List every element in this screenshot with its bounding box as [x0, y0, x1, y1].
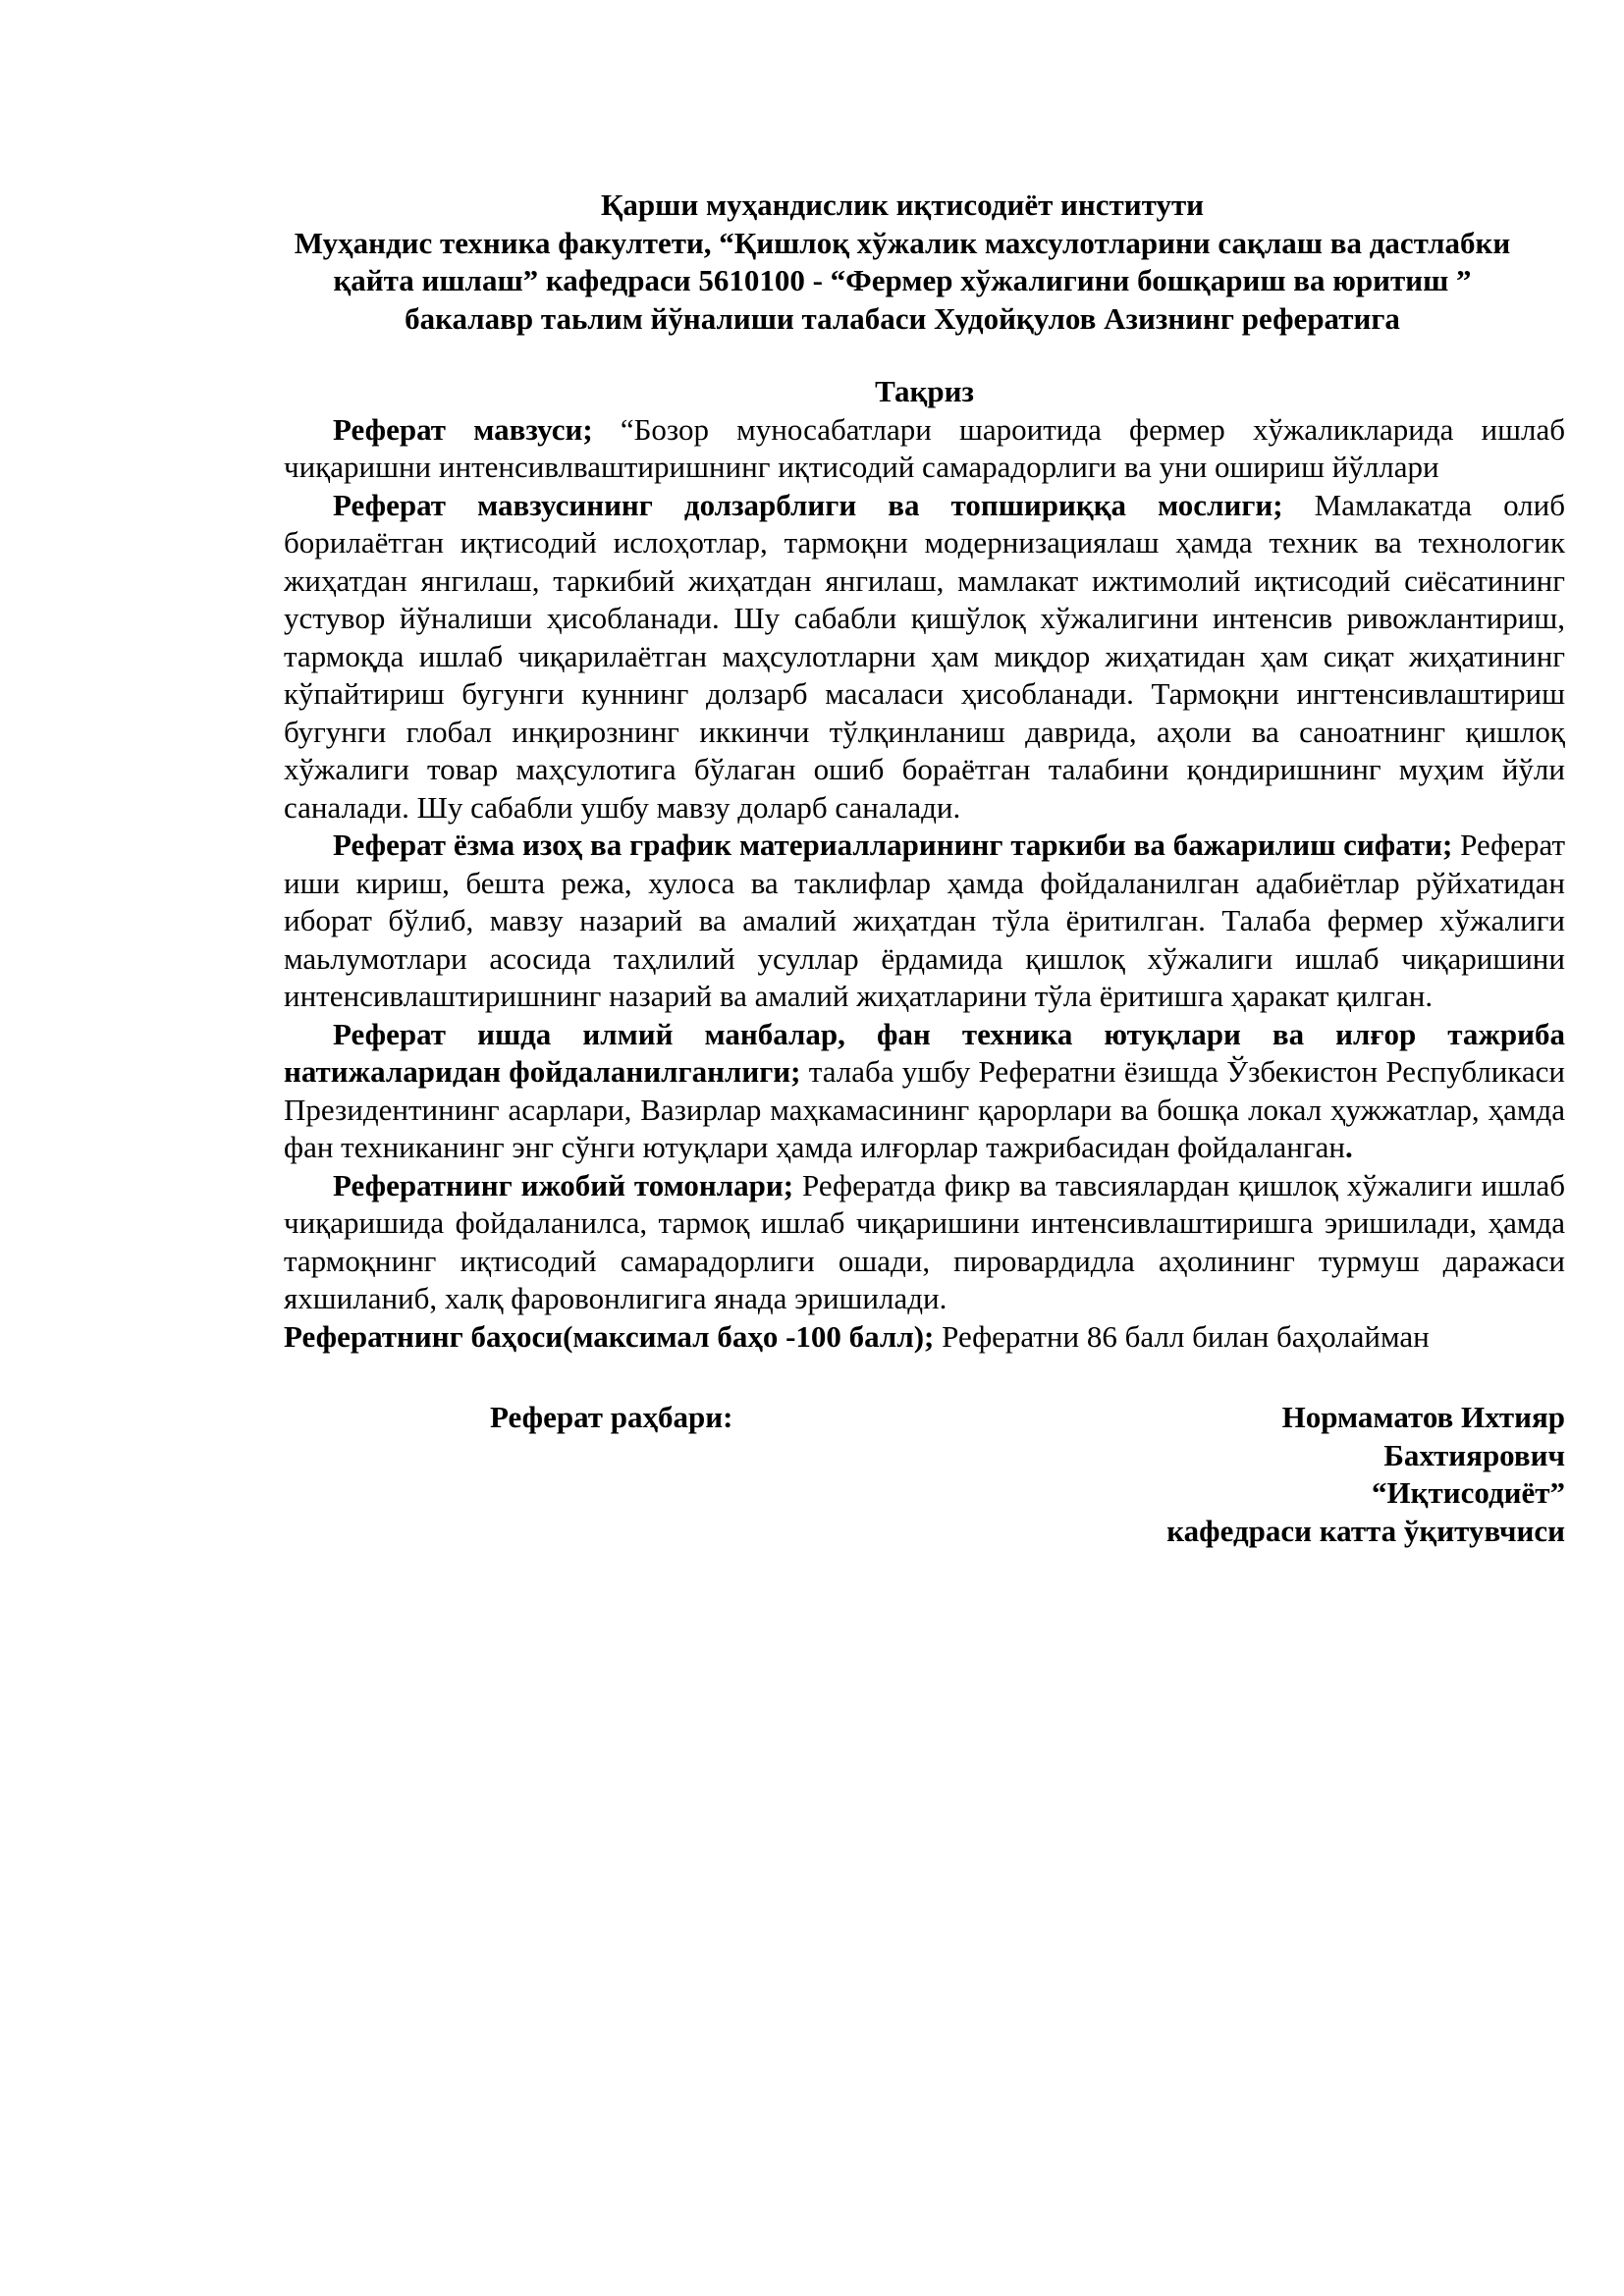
supervisor-details: [1166, 1399, 1565, 1550]
section-tail: .: [1344, 1130, 1353, 1164]
section-label: Реферат ишда илмий манбалар, фан техника ютуқлари ва илғор тажриба натижаларидан фойдаланилганлиги;: [284, 1016, 1565, 1089]
section-text: Реферат иши кириш, бешта режа, хулоса ва таклифлар ҳамда фойдаланилган адабиётлар рўйхатидан иборат бўлиб, мавзу назарий ва амалий жиҳатдан тўла ёритилган. Талаба фермер хўжалиги маьлумотлари асосида таҳлилий усуллар ёрдамида қишлоқ хўжалиги ишлаб чиқаришини интенсивлаштиришнинг назарий ва амалий жиҳатларини тўла ёритишга ҳаракат қилган.: [284, 828, 1565, 1013]
header-line-institute: Қарши муҳандислик иқтисодиёт институти: [600, 187, 1205, 222]
section-positives: [284, 1167, 1565, 1318]
header-line-student: бакалавр таьлим йўналиши талабаси Худойқулов Азизнинг рефератига: [405, 300, 1400, 336]
section-label: Рефератнинг ижобий томонлари;: [333, 1167, 794, 1202]
document-header: [225, 187, 1580, 338]
section-relevance: [284, 487, 1565, 828]
section-materials: [284, 827, 1565, 1016]
supervisor-name: Нормаматов Ихтияр: [1281, 1400, 1565, 1434]
section-sources: [284, 1016, 1565, 1167]
section-label: Рефератнинг баҳоси(максимал баҳо -100 балл);: [284, 1318, 935, 1354]
header-line-faculty: Муҳандис техника факултети, “Қишлоқ хўжалик махсулотларини сақлаш ва дастлабки: [294, 225, 1511, 260]
section-topic: [284, 411, 1565, 487]
section-text: Рефератда фикр ва тавсиялардан қишлоқ хўжалиги ишлаб чиқаришида фойдаланилса, тармоқ ишлаб чиқаришини интенсивлаштиришга эришилади, ҳамда тармоқнинг иқтисодий самарадорлиги ошади, пировардидла аҳолининг турмуш даражаси яхшиланиб, халқ фаровонлигига янада эришилади.: [284, 1167, 1566, 1315]
section-text: Мамлакатда олиб борилаётган иқтисодий ислоҳотлар, тармоқни модернизациялаш ҳамда техник ва технологик жиҳатдан янгилаш, таркибий жиҳатдан янгилаш, мамлакат ижтимолий иқтисодий сиёсатининг устувор йўналиши ҳисобланади. Шу сабабли қишўлоқ хўжалигини интенсив ривожлантириш, тармоқда ишлаб чиқарилаётган маҳсулотларни ҳам миқдор жиҳатидан ҳам сиқат жиҳатининг кўпайтириш бугунги куннинг долзарб масаласи ҳисобланади. Тармоқни ингтенсивлаштириш бугунги глобал инқирознинг иккинчи тўлқинланиш даврида, аҳоли ва саноатнинг қишлоқ хўжалиги товар маҳсулотига бўлаган ошиб бораётган талабини қондиришнинг муҳим йўли саналади. Шу сабабли ушбу мавзу доларб саналади.: [284, 487, 1565, 825]
section-label: Реферат ёзма изоҳ ва график материалларининг таркиби ва бажарилиш сифати;: [333, 828, 1453, 862]
supervisor-label: Реферат раҳбари:: [490, 1400, 733, 1434]
section-text: Рефератни 86 балл билан баҳолайман: [934, 1318, 1430, 1354]
section-grade: [284, 1318, 1565, 1357]
signature-block: [284, 1399, 1565, 1595]
supervisor-patronymic: Бахтиярович: [1383, 1437, 1565, 1472]
page-title: Тақриз: [875, 374, 974, 408]
section-text: “Бозор муносабатлари шароитида фермер хўжаликларида ишлаб чиқаришни интенсивлваштиришнинг иқтисодий самарадорлиги ва уни ошириш йўллари: [284, 411, 1565, 484]
section-label: Реферат мавзусининг долзарблиги ва топшириққа мослиги;: [333, 487, 1283, 522]
supervisor-department: “Иқтисодиёт”: [1372, 1475, 1565, 1510]
header-line-department: қайта ишлаш” кафедраси 5610100 - “Фермер хўжалигини бошқариш ва юритиш ”: [333, 263, 1472, 297]
supervisor-position: кафедраси катта ўқитувчиси: [1166, 1513, 1565, 1548]
section-text: талаба ушбу Рефератни ёзишда Ўзбекистон Республикаси Президентининг асарлари, Вазирлар маҳкамасининг қарорлари ва бошқа локал ҳужжатлар, ҳамда фан техниканинг энг сўнги ютуқлари ҳамда илғорлар тажрибасидан фойдаланган: [284, 1054, 1565, 1164]
document-page: [284, 187, 1565, 1595]
section-label: Реферат мавзуси;: [333, 411, 593, 447]
